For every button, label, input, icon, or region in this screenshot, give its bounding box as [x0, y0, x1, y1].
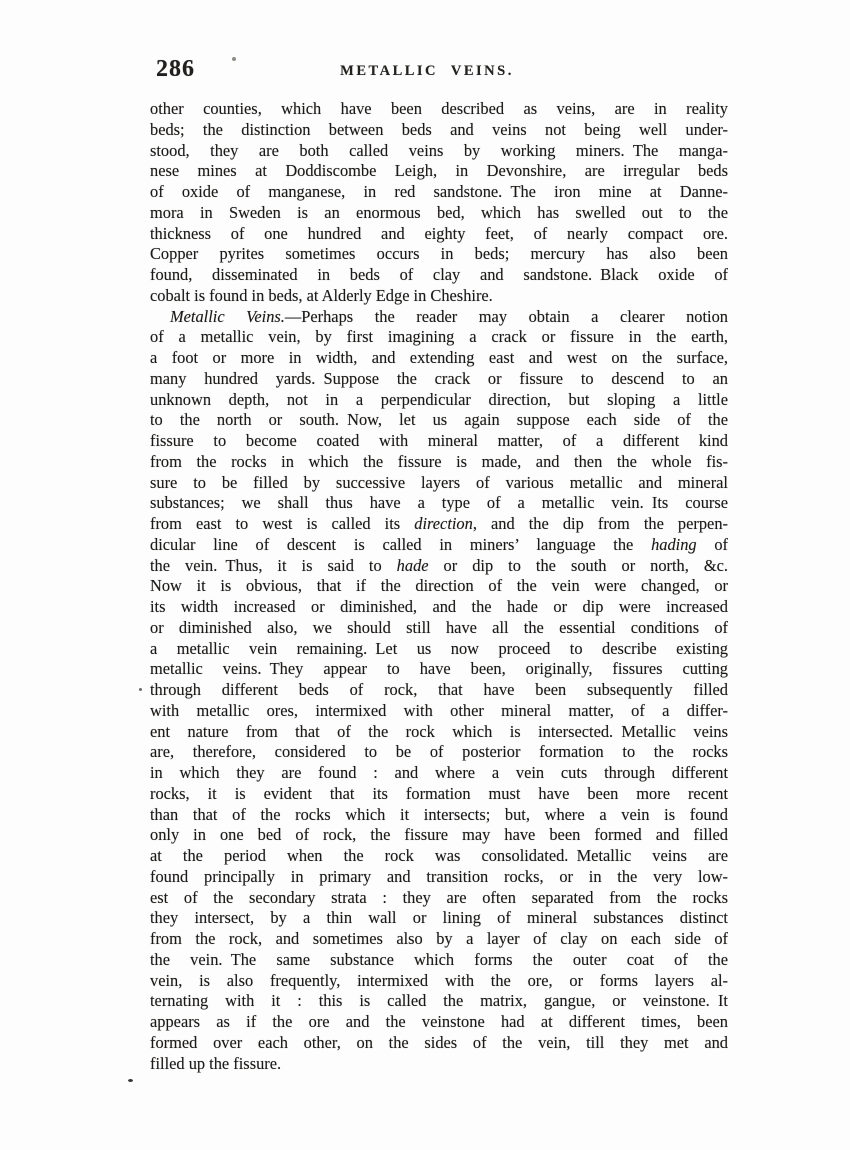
text-segment: its width increased or diminished, and the hade or dip were increased	[150, 597, 728, 616]
text-line	[150, 639, 728, 660]
text-line	[150, 182, 728, 203]
text-segment: substances; we shall thus have a type of a metallic vein. Its course	[150, 493, 728, 513]
text-segment: nese mines at Doddiscombe Leigh, in Devonshire, are irregular beds	[150, 161, 728, 181]
text-line	[150, 224, 728, 245]
text-line	[150, 120, 728, 141]
text-line	[150, 784, 728, 805]
text-segment: unknown depth, not in a perpendicular direction, but sloping a little	[150, 389, 728, 409]
text-line	[150, 908, 728, 929]
text-line	[150, 141, 728, 162]
text-segment: to the north or south. Now, let us again suppose each side of the	[150, 410, 728, 430]
text-segment: from the rock, and sometimes also by a layer of clay on each side of	[150, 929, 728, 948]
text-line	[150, 805, 728, 826]
text-segment: from the rocks in which the fissure is made, and then the whole fis-	[150, 451, 728, 471]
text-segment: in which they are found : and where a vein cuts through different	[150, 763, 728, 782]
text-segment: only in one bed of rock, the fissure may have been formed and filled	[150, 825, 728, 845]
italic-term: Metallic Veins.	[170, 306, 285, 326]
text-line	[150, 763, 728, 784]
text-segment: stood, they are both called veins by working miners. The manga-	[150, 140, 728, 160]
text-line	[150, 431, 728, 452]
text-line	[150, 722, 728, 743]
ink-speck	[128, 1079, 133, 1082]
text-line	[150, 867, 728, 888]
ink-speck	[139, 688, 142, 691]
text-segment: , and the dip from the perpen-	[472, 514, 728, 533]
text-line	[150, 597, 728, 618]
text-line	[150, 1012, 728, 1033]
text-line	[150, 369, 728, 390]
page-body	[150, 99, 728, 1074]
text-segment: the vein. Thus, it is said to	[150, 555, 397, 575]
text-segment: dicular line of descent is called in miners’ language the	[150, 534, 652, 554]
text-line	[150, 473, 728, 494]
text-line	[150, 742, 728, 763]
text-line	[150, 535, 728, 556]
running-title: METALLIC VEINS.	[340, 63, 514, 79]
text-line	[150, 493, 728, 514]
text-line	[150, 244, 728, 265]
text-line	[150, 99, 728, 120]
text-segment: a metallic vein remaining. Let us now proceed to describe existing	[150, 638, 728, 658]
text-line	[150, 390, 728, 411]
text-line	[150, 410, 728, 431]
ink-speck	[232, 57, 236, 61]
text-segment: found principally in primary and transition rocks, or in the very low-	[150, 866, 728, 886]
text-line	[150, 161, 728, 182]
text-segment: appears as if the ore and the veinstone had at different times, been	[150, 1012, 728, 1031]
text-segment: beds; the distinction between beds and veins not being well under-	[150, 119, 728, 139]
text-line	[150, 514, 728, 535]
text-line	[150, 265, 728, 286]
text-segment: of a metallic vein, by first imagining a crack or fissure in the earth,	[150, 327, 728, 347]
text-segment: vein, is also frequently, intermixed with the ore, or forms layers al-	[150, 970, 728, 990]
text-segment: Now it is obvious, that if the direction of the vein were changed, or	[150, 576, 728, 596]
text-line	[150, 680, 728, 701]
text-line	[150, 452, 728, 473]
text-segment: filled up the fissure.	[150, 1053, 282, 1073]
text-segment: of oxide of manganese, in red sandstone. The iron mine at Danne-	[150, 182, 728, 201]
text-segment: from east to west is called its	[150, 514, 415, 533]
page-number: 286	[156, 56, 195, 82]
text-line	[150, 701, 728, 722]
text-segment: cobalt is found in beds, at Alderly Edge in Cheshire.	[150, 285, 493, 305]
text-segment: through different beds of rock, that have been subsequently filled	[150, 680, 728, 699]
text-segment: other counties, which have been described as veins, are in reality	[150, 99, 728, 118]
text-line	[150, 307, 728, 328]
text-line	[150, 846, 728, 867]
text-segment: mora in Sweden is an enormous bed, which has swelled out to the	[150, 202, 728, 222]
text-segment: Copper pyrites sometimes occurs in beds; mercury has also been	[150, 244, 728, 264]
text-segment: formed over each other, on the sides of the vein, till they met and	[150, 1032, 728, 1052]
text-line	[150, 929, 728, 950]
text-line	[150, 1033, 728, 1054]
text-line	[150, 971, 728, 992]
text-segment: thickness of one hundred and eighty feet, of nearly compact ore.	[150, 223, 728, 243]
text-segment: the vein. The same substance which forms the outer coat of the	[150, 949, 728, 969]
text-segment: than that of the rocks which it intersects; but, where a vein is found	[150, 804, 728, 824]
text-segment: or dip to the south or north, &c.	[428, 555, 728, 575]
text-segment: sure to be filled by successive layers of various metallic and mineral	[150, 472, 728, 492]
text-line	[150, 888, 728, 909]
text-line	[150, 950, 728, 971]
italic-term: hading	[651, 534, 697, 554]
text-line	[150, 327, 728, 348]
text-line	[150, 618, 728, 639]
text-segment: ternating with it : this is called the matrix, gangue, or veinstone. It	[150, 991, 728, 1011]
text-line	[150, 556, 728, 577]
text-segment: a foot or more in width, and extending east and west on the surface,	[150, 348, 728, 367]
text-segment: are, therefore, considered to be of posterior formation to the rocks	[150, 742, 728, 762]
text-segment: —Perhaps the reader may obtain a clearer notion	[284, 306, 728, 326]
text-segment: rocks, it is evident that its formation must have been more recent	[150, 783, 728, 803]
text-segment: with metallic ores, intermixed with other mineral matter, of a differ-	[150, 700, 728, 720]
text-segment: many hundred yards. Suppose the crack or fissure to descend to an	[150, 368, 728, 388]
text-line	[150, 203, 728, 224]
text-segment: at the period when the rock was consolidated. Metallic veins are	[150, 846, 728, 865]
text-segment: ent nature from that of the rock which is intersected. Metallic veins	[150, 721, 728, 741]
text-line	[150, 825, 728, 846]
text-line	[150, 659, 728, 680]
italic-term: direction	[414, 514, 473, 533]
text-segment: of	[696, 534, 728, 554]
text-line	[150, 348, 728, 369]
italic-term: hade	[396, 555, 429, 575]
text-line	[150, 286, 728, 307]
text-segment: they intersect, by a thin wall or lining of mineral substances distinct	[150, 908, 728, 928]
text-segment: found, disseminated in beds of clay and sandstone. Black oxide of	[150, 265, 728, 284]
text-line	[150, 576, 728, 597]
text-segment: or diminished also, we should still have all the essential conditions of	[150, 617, 728, 637]
text-line	[150, 1054, 728, 1075]
text-segment: metallic veins. They appear to have been, originally, fissures cutting	[150, 659, 728, 679]
text-segment: fissure to become coated with mineral matter, of a different kind	[150, 431, 728, 450]
text-segment: est of the secondary strata : they are often separated from the rocks	[150, 887, 728, 907]
text-line	[150, 991, 728, 1012]
